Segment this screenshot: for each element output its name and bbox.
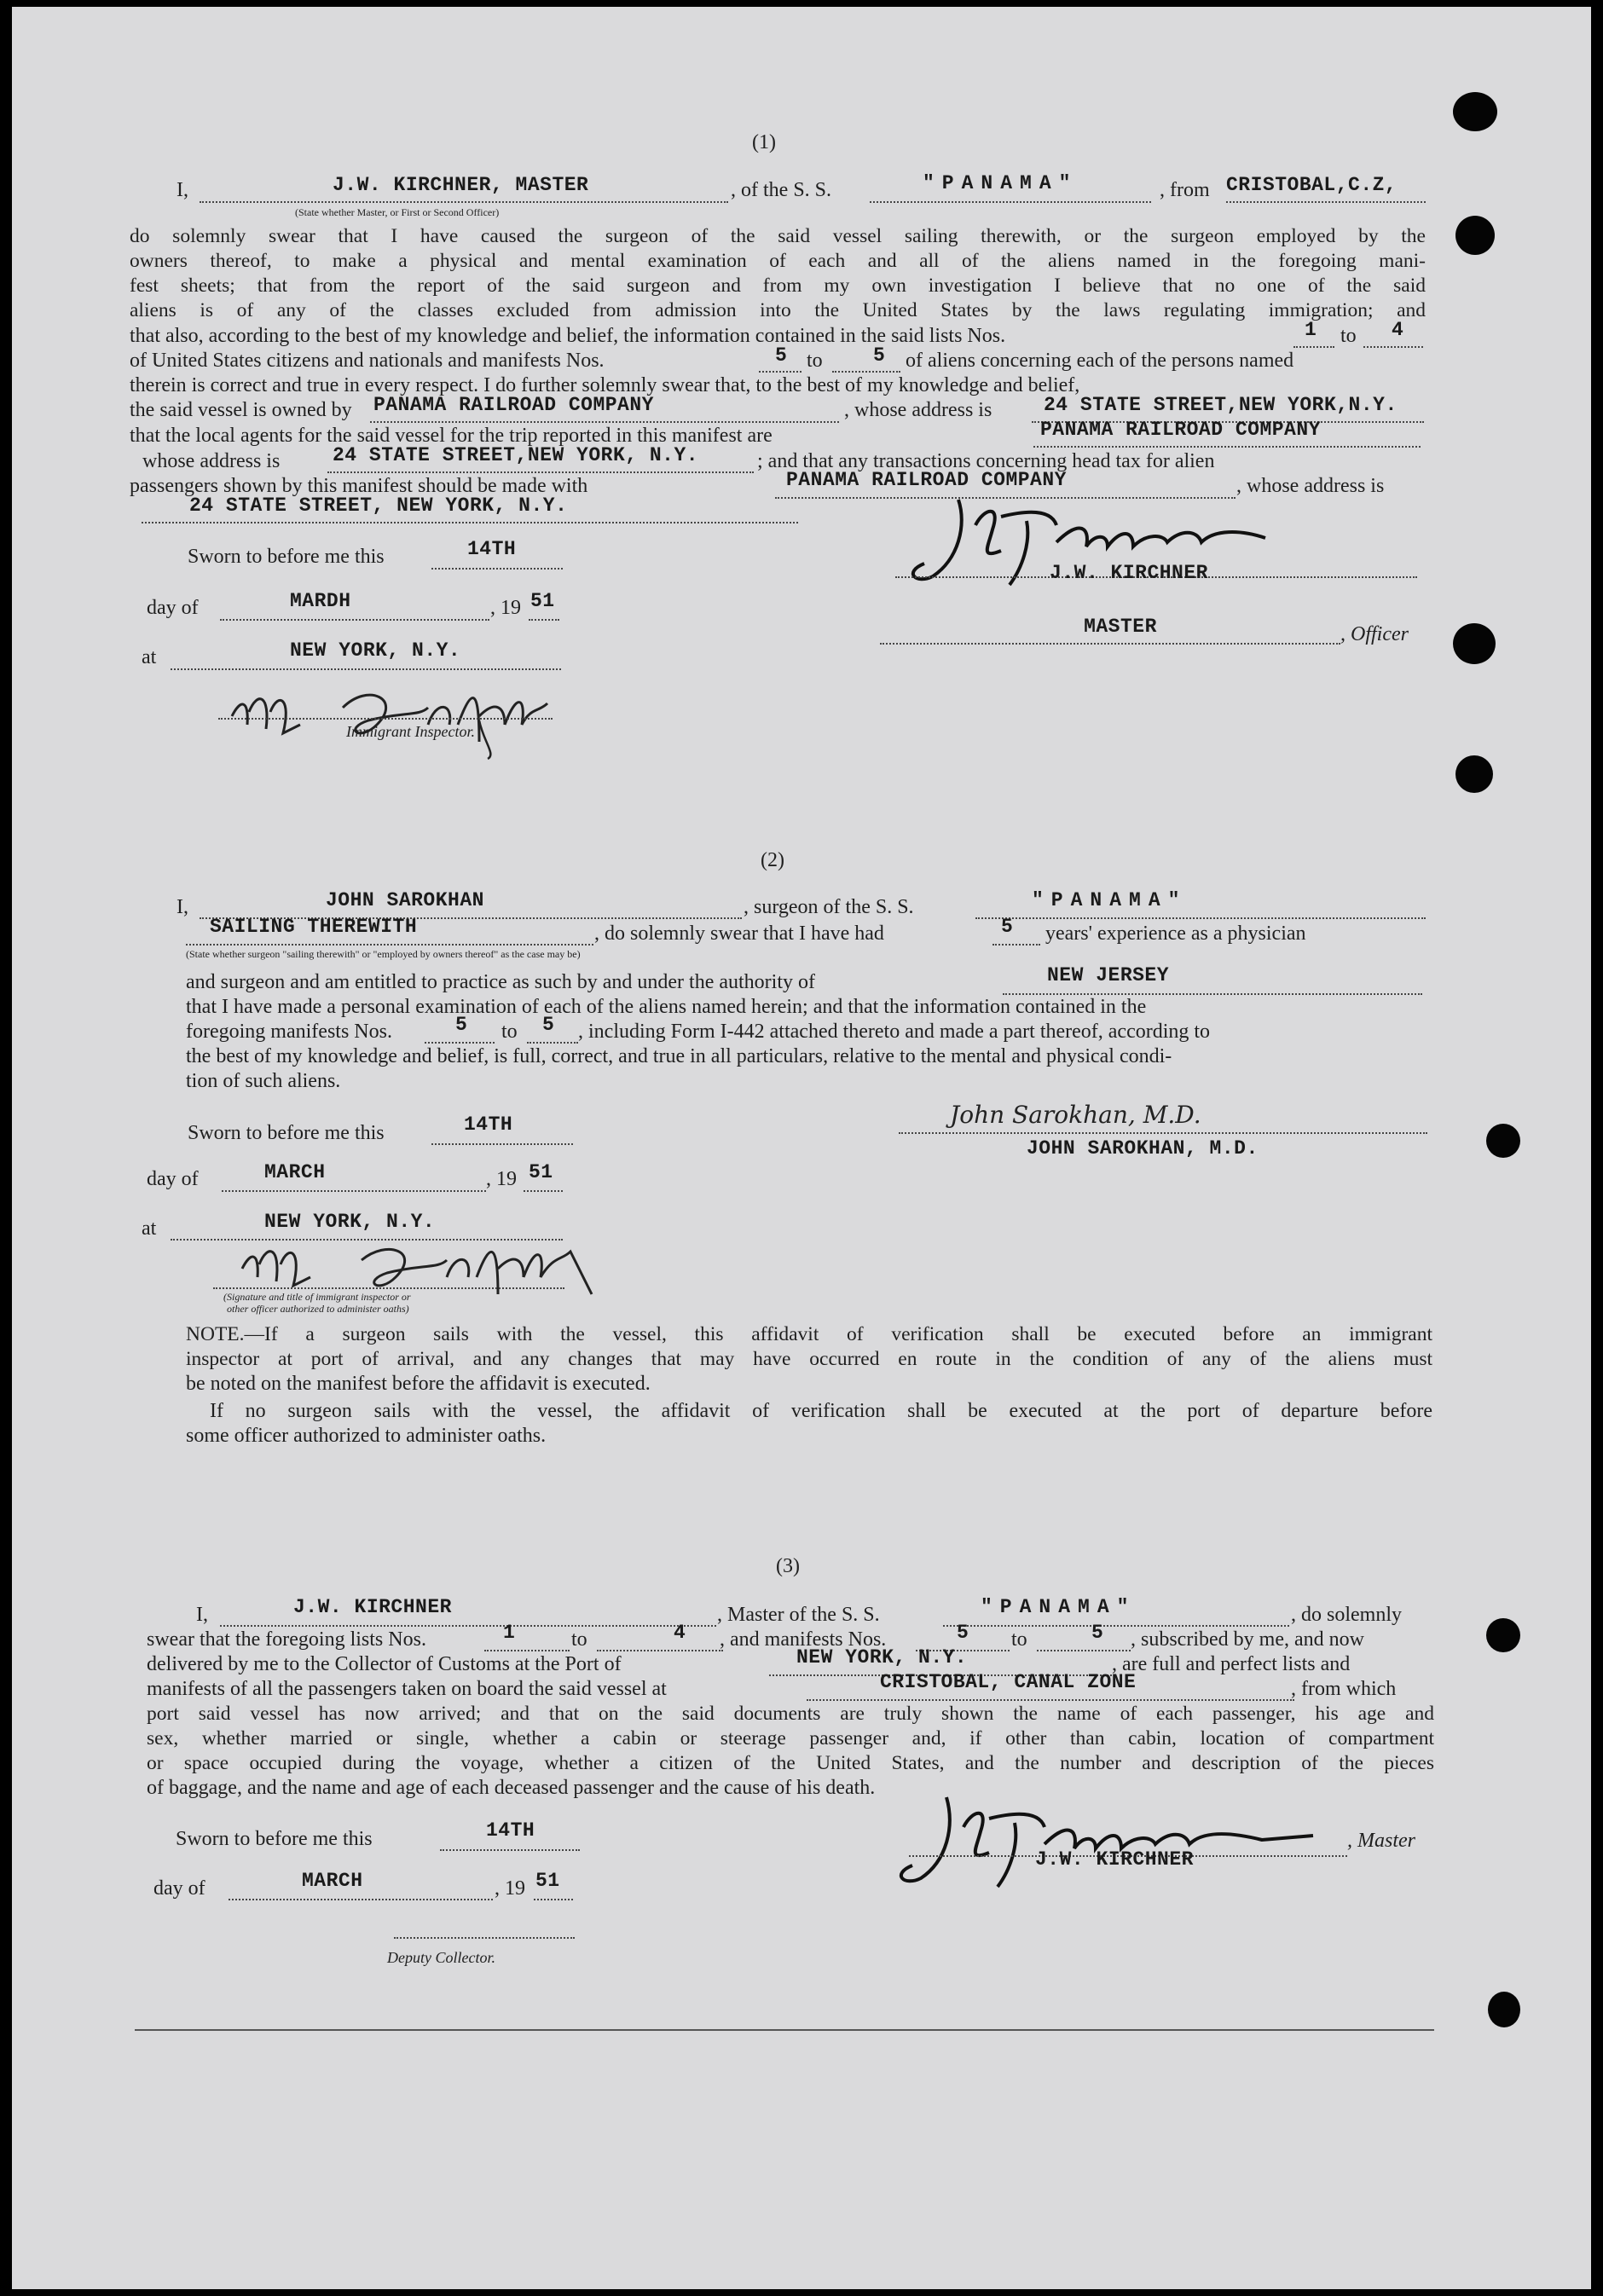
document-page bbox=[12, 7, 1591, 2289]
authority-text: and surgeon and am entitled to practice as such by and under the authority of bbox=[186, 971, 815, 993]
owned-by-label: the said vessel is owned by bbox=[130, 399, 352, 421]
lists-to-field: 4 bbox=[1392, 319, 1404, 341]
ship-name-field: "PANAMA" bbox=[981, 1596, 1137, 1618]
head-tax-with-label: passengers shown by this manifest should be made with bbox=[130, 475, 588, 497]
best-line: the best of my knowledge and belief, is full, correct, and true in all particulars, relative to the mental and physical condi- bbox=[186, 1045, 1172, 1067]
year-prefix: , 19 bbox=[486, 1168, 517, 1190]
note-line: some officer authorized to administer oaths. bbox=[186, 1425, 547, 1447]
from-which-text: , from which bbox=[1291, 1678, 1397, 1700]
manifests-line: of United States citizens and nationals and manifests Nos. bbox=[130, 350, 605, 372]
port-field: NEW YORK, N.Y. bbox=[796, 1646, 968, 1669]
port-from-field: CRISTOBAL, CANAL ZONE bbox=[880, 1671, 1137, 1693]
intro-text: I, bbox=[196, 1604, 208, 1626]
punch-hole bbox=[1455, 755, 1493, 793]
surgeon-of-label: , surgeon of the S. S. bbox=[744, 896, 914, 918]
manifests-from-field: 5 bbox=[455, 1014, 468, 1036]
further-line: therein is correct and true in every respect. I do further solemnly swear that, to the best of my knowledge and belief, bbox=[130, 374, 1080, 396]
aliens-text: of aliens concerning each of the persons named bbox=[906, 350, 1294, 372]
punch-hole bbox=[1455, 216, 1495, 255]
punch-hole bbox=[1488, 1992, 1520, 2027]
punch-hole bbox=[1453, 623, 1496, 664]
master-signature bbox=[895, 1780, 1339, 1906]
day-of-label: day of bbox=[147, 1168, 199, 1190]
note-paragraph bbox=[186, 1323, 1432, 1373]
whose-address-label: whose address is bbox=[142, 450, 281, 472]
note-line: NOTE.—If a surgeon sails with the vessel, this affidavit of verification shall be executed before an immigrant bbox=[186, 1323, 1432, 1345]
year-field: 51 bbox=[535, 1870, 560, 1892]
sworn-label: Sworn to before me this bbox=[188, 546, 385, 568]
subscribed-text: , subscribed by me, and now bbox=[1131, 1628, 1364, 1651]
sworn-label: Sworn to before me this bbox=[188, 1122, 385, 1144]
owner-address-label: , whose address is bbox=[844, 399, 992, 421]
exam-line: that I have made a personal examination of each of the aliens named herein; and that the information contained in the bbox=[186, 996, 1147, 1018]
arrival-paragraph bbox=[147, 1703, 1434, 1777]
month-field: MARCH bbox=[264, 1161, 326, 1183]
deputy-collector-label: Deputy Collector. bbox=[387, 1949, 495, 1966]
full-lists-text: , are full and perfect lists and bbox=[1112, 1653, 1351, 1675]
section-3-number: (3) bbox=[776, 1555, 800, 1577]
month-field: MARDH bbox=[290, 590, 351, 612]
at-label: at bbox=[142, 646, 157, 668]
years-text: years' experience as a physician bbox=[1045, 922, 1306, 945]
year-prefix: , 19 bbox=[490, 597, 521, 619]
from-port-field: CRISTOBAL,C.Z, bbox=[1226, 174, 1398, 196]
manifests-to-field: 5 bbox=[542, 1014, 555, 1036]
owner-address-field: 24 STATE STREET,NEW YORK,N.Y. bbox=[1044, 394, 1398, 416]
sworn-day-field: 14TH bbox=[464, 1113, 513, 1136]
paragraph-line: aliens is of any of the classes excluded from admission into the United States by the laws regulating immigration; and bbox=[130, 299, 1426, 321]
inspector-note: other officer authorized to administer oaths) bbox=[227, 1303, 409, 1315]
lists-from-field: 1 bbox=[1305, 319, 1317, 341]
foregoing-label: foregoing manifests Nos. bbox=[186, 1021, 392, 1043]
whose-address-label: , whose address is bbox=[1236, 475, 1385, 497]
place-field: NEW YORK, N.Y. bbox=[264, 1211, 436, 1233]
paragraph-line: do solemnly swear that I have caused the surgeon of the said vessel sailing therewith, or the surgeon employed by the bbox=[130, 225, 1426, 247]
tion-line: tion of such aliens. bbox=[186, 1070, 341, 1092]
to-label: to bbox=[1011, 1628, 1027, 1651]
lists-to-field: 4 bbox=[674, 1622, 686, 1644]
to-label: to bbox=[807, 350, 823, 372]
status-note: (State whether surgeon "sailing therewith" or "employed by owners thereof" as the case may be) bbox=[186, 948, 581, 960]
local-agents-field: PANAMA RAILROAD COMPANY bbox=[1040, 419, 1321, 441]
manifests-to-field: 5 bbox=[873, 344, 886, 367]
paragraph-line: port said vessel has now arrived; and that on the said documents are truly shown the name of each passenger, his age and bbox=[147, 1703, 1434, 1725]
ship-name-field: "PANAMA" bbox=[923, 172, 1079, 194]
intro-text: I, bbox=[177, 179, 188, 201]
paragraph-line: sex, whether married or single, whether a cabin or steerage passenger and, if other than cabin, location of compartment bbox=[147, 1727, 1434, 1749]
surgeon-status-field: SAILING THEREWITH bbox=[210, 916, 418, 938]
surgeon-signer-name: JOHN SAROKHAN, M.D. bbox=[1027, 1137, 1259, 1160]
sworn-day-field: 14TH bbox=[467, 538, 517, 560]
punch-hole bbox=[1486, 1124, 1520, 1158]
inspector-signature bbox=[223, 665, 582, 765]
lists-from-field: 1 bbox=[503, 1622, 516, 1644]
paragraph-line: owners thereof, to make a physical and mental examination of each and all of the aliens named in the foregoing mani- bbox=[130, 250, 1426, 272]
year-field: 51 bbox=[530, 590, 555, 612]
swear-text: , do solemnly swear that I have had bbox=[594, 922, 884, 945]
day-of-label: day of bbox=[147, 597, 199, 619]
signer-title-field: MASTER bbox=[1084, 616, 1157, 638]
head-tax-text: ; and that any transactions concerning head tax for alien bbox=[757, 450, 1215, 472]
year-field: 51 bbox=[529, 1161, 553, 1183]
to-label: to bbox=[501, 1021, 518, 1043]
section-3-signer-name: J.W. KIRCHNER bbox=[1035, 1848, 1194, 1871]
bottom-rule bbox=[135, 2029, 1434, 2031]
manifests-from-field: 5 bbox=[957, 1622, 969, 1644]
do-solemnly-label: , do solemnly bbox=[1291, 1604, 1402, 1626]
intro-text: I, bbox=[177, 896, 188, 918]
master-note: (State whether Master, or First or Second Officer) bbox=[295, 206, 500, 218]
note-line: be noted on the manifest before the affidavit is executed. bbox=[186, 1373, 651, 1395]
month-field: MARCH bbox=[302, 1870, 363, 1892]
swear-lists-label: swear that the foregoing lists Nos. bbox=[147, 1628, 426, 1651]
sworn-label: Sworn to before me this bbox=[176, 1828, 373, 1850]
master-name-field: J.W. KIRCHNER bbox=[293, 1596, 452, 1618]
surgeon-signature: John Sarokhan, M.D. bbox=[950, 1101, 1201, 1129]
years-field: 5 bbox=[1001, 916, 1014, 938]
year-prefix: , 19 bbox=[495, 1877, 525, 1900]
delivered-text: delivered by me to the Collector of Customs at the Port of bbox=[147, 1653, 622, 1675]
including-text: , including Form I-442 attached thereto and made a part thereof, according to bbox=[578, 1021, 1211, 1043]
agents-address-field: 24 STATE STREET,NEW YORK, N.Y. bbox=[333, 444, 699, 466]
paragraph-line: or space occupied during the voyage, whether a citizen of the United States, and the number and description of the pieces bbox=[147, 1752, 1434, 1774]
manifests-to-field: 5 bbox=[1091, 1622, 1104, 1644]
master-label: , Master bbox=[1347, 1830, 1415, 1852]
paragraph-line: fest sheets; that from the report of the said surgeon and from my own investigation I believe that no one of the said bbox=[130, 275, 1426, 297]
inspector-note: (Signature and title of immigrant inspector or bbox=[223, 1291, 411, 1303]
lists-line: that also, according to the best of my knowledge and belief, the information contained in the said lists Nos. bbox=[130, 325, 1006, 347]
section-2-number: (2) bbox=[761, 849, 784, 871]
at-label: at bbox=[142, 1217, 157, 1240]
manifests-of-text: manifests of all the passengers taken on board the said vessel at bbox=[147, 1678, 667, 1700]
to-label: to bbox=[1340, 325, 1357, 347]
to-label: to bbox=[571, 1628, 587, 1651]
master-of-label: , Master of the S. S. bbox=[717, 1604, 880, 1626]
section-1-signer-name: J.W. KIRCHNER bbox=[1050, 562, 1208, 584]
section-1-number: (1) bbox=[752, 131, 776, 153]
and-manifests-label: , and manifests Nos. bbox=[720, 1628, 887, 1651]
place-field: NEW YORK, N.Y. bbox=[290, 639, 461, 662]
master-name-field: J.W. KIRCHNER, MASTER bbox=[333, 174, 589, 196]
surgeon-name-field: JOHN SAROKHAN bbox=[326, 889, 484, 911]
affidavit-paragraph-1 bbox=[130, 225, 1426, 324]
manifests-from-field: 5 bbox=[775, 344, 788, 367]
from-label: , from bbox=[1160, 179, 1210, 201]
head-tax-address-field: 24 STATE STREET, NEW YORK, N.Y. bbox=[189, 494, 568, 517]
ship-name-field: "PANAMA" bbox=[1032, 889, 1188, 911]
punch-hole bbox=[1453, 92, 1497, 131]
head-tax-with-field: PANAMA RAILROAD COMPANY bbox=[786, 469, 1067, 491]
officer-label: , Officer bbox=[1340, 623, 1409, 645]
sworn-day-field: 14TH bbox=[486, 1819, 535, 1842]
authority-field: NEW JERSEY bbox=[1047, 964, 1170, 986]
paragraph-line: of baggage, and the name and age of each deceased passenger and the cause of his death. bbox=[147, 1777, 876, 1799]
punch-hole bbox=[1486, 1618, 1520, 1652]
note-line: If no surgeon sails with the vessel, the affidavit of verification shall be executed at the port of departure before bbox=[210, 1400, 1432, 1422]
owner-field: PANAMA RAILROAD COMPANY bbox=[373, 394, 654, 416]
note-line: inspector at port of arrival, and any changes that may have occurred en route in the condition of any of the aliens must bbox=[186, 1348, 1432, 1370]
local-agents-label: that the local agents for the said vessel for the trip reported in this manifest are bbox=[130, 425, 773, 447]
day-of-label: day of bbox=[153, 1877, 205, 1900]
of-ss-label: , of the S. S. bbox=[731, 179, 832, 201]
inspector-label: Immigrant Inspector. bbox=[346, 723, 475, 740]
